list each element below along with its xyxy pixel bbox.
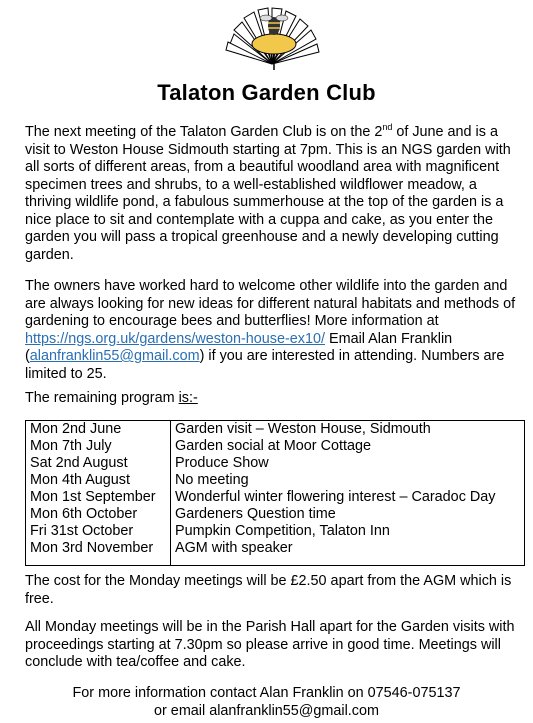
table-row bbox=[26, 523, 525, 540]
program-event: AGM with speaker bbox=[171, 540, 525, 566]
table-row bbox=[26, 506, 525, 523]
program-event: Gardeners Question time bbox=[171, 506, 525, 523]
program-date: Mon 3rd November bbox=[26, 540, 171, 566]
program-date: Mon 1st September bbox=[26, 489, 171, 506]
email-link[interactable]: alanfranklin55@gmail.com bbox=[29, 348, 200, 364]
table-row bbox=[26, 489, 525, 506]
program-date: Mon 2nd June bbox=[26, 421, 171, 439]
contact-line-email: or email alanfranklin55@gmail.com bbox=[154, 703, 379, 719]
contact-line-phone: For more information contact Alan Franklin on 07546-075137 bbox=[72, 685, 461, 701]
program-date: Fri 31st October bbox=[26, 523, 171, 540]
contact-info bbox=[0, 684, 533, 720]
cost-paragraph: The cost for the Monday meetings will be £2.50 apart from the AGM which is free. bbox=[25, 573, 512, 607]
daisy-with-bee-icon bbox=[222, 4, 322, 76]
program-table bbox=[25, 420, 525, 566]
ngs-garden-link[interactable]: https://ngs.org.uk/gardens/weston-house-ex10/ bbox=[25, 330, 325, 347]
program-event: Pumpkin Competition, Talaton Inn bbox=[171, 523, 525, 540]
table-row bbox=[26, 540, 525, 566]
program-date: Sat 2nd August bbox=[26, 455, 171, 472]
table-row bbox=[26, 472, 525, 489]
table-row bbox=[26, 421, 525, 439]
program-event: Garden social at Moor Cottage bbox=[171, 438, 525, 455]
program-date: Mon 7th July bbox=[26, 438, 171, 455]
program-event: Wonderful winter flowering interest – Caradoc Day bbox=[171, 489, 525, 506]
table-row bbox=[26, 438, 525, 455]
program-event: Garden visit – Weston House, Sidmouth bbox=[171, 421, 525, 439]
venue-paragraph: All Monday meetings will be in the Parish Hall apart for the Garden visits with proceedings starting at 7.30pm so please arrive in good time. Meetings will conclude with tea/coffee and cake. bbox=[25, 619, 515, 670]
program-date: Mon 6th October bbox=[26, 506, 171, 523]
program-date: Mon 4th August bbox=[26, 472, 171, 489]
meeting-paragraph: The next meeting of the Talaton Garden Club is on the 2nd of June and is a visit to Weston House Sidmouth starting at 7pm. This is an NGS garden with all sorts of different areas, from a beautiful woodland area with magnificent specimen trees and shrubs, to a well-established wildflower meadow, a thriving wildlife pond, a fabulous summerhouse at the top of the garden is a nice place to sit and contemplate with a cuppa and cake, as you enter the garden you will pass a tropical greenhouse and a newly developing cutting garden. bbox=[25, 122, 511, 263]
table-row bbox=[26, 455, 525, 472]
program-intro: The remaining program is:- bbox=[25, 390, 198, 406]
program-event: No meeting bbox=[171, 472, 525, 489]
wildlife-paragraph: The owners have worked hard to welcome other wildlife into the garden and are always looking for new ideas for different natural habitats and methods of gardening to encourage bees and butterflies! More information at https://ngs.org.uk/gardens/weston-house-ex10/ Email Alan Franklin (alanfranklin55@gmail.com) if you are interested in attending. Numbers are limited to 25. bbox=[25, 278, 516, 382]
club-title: Talaton Garden Club bbox=[157, 80, 376, 105]
program-event: Produce Show bbox=[171, 455, 525, 472]
